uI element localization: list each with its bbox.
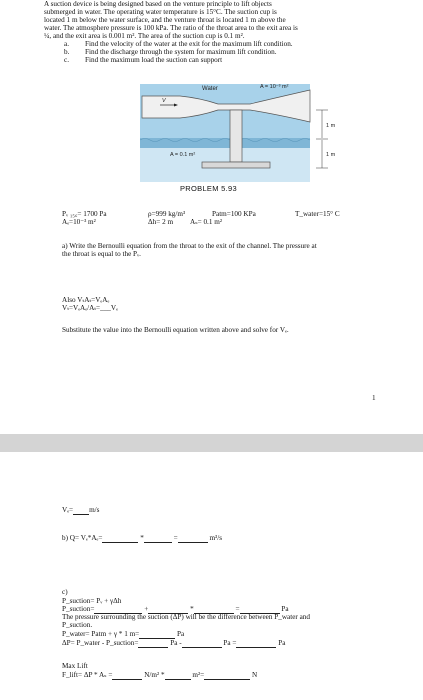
c-line-3b: P_suction.: [62, 621, 93, 629]
c6-blank-3[interactable]: [204, 672, 250, 680]
b-blank-3[interactable]: [178, 535, 208, 543]
c5-unit-1: Pa -: [170, 639, 182, 647]
dim-top-label: 1 m: [326, 123, 336, 129]
page-number: 1: [372, 394, 376, 402]
given-ae: Aₑ=10⁻³ m²: [62, 218, 96, 226]
suction-cup: [202, 162, 270, 168]
c4-unit: Pa: [177, 630, 185, 638]
c2-label: P_suction=: [62, 605, 95, 613]
problem-line-4: water. The atmosphere pressure is 100 kPa. The ratio of the throat area to the exit area is: [44, 24, 298, 32]
item-c-letter: c.: [64, 56, 69, 64]
water-label: Water: [202, 86, 218, 92]
b-answer-row: [62, 534, 222, 543]
venturi-figure: [140, 80, 340, 182]
problem-line-5: ¼, and the exit area is 0.001 m². The area of the suction cup is 0.1 m².: [44, 32, 245, 40]
given-patm: Patm=100 KPa: [212, 210, 256, 218]
c-line-6: [62, 671, 257, 680]
part-a-line-2: the throat is equal to the Pᵥ.: [62, 250, 141, 258]
b-star: *: [140, 534, 144, 542]
problem-line-1: A suction device is being designed based on the venture principle to lift objects: [44, 0, 272, 8]
b-blank-1[interactable]: [102, 535, 138, 543]
ve-answer-row: [62, 506, 99, 515]
page-2: [0, 452, 423, 700]
suction-stem: [230, 110, 242, 162]
max-lift-heading: Max Lift: [62, 662, 88, 670]
water-surface: [140, 138, 310, 148]
b-unit: m³/s: [209, 534, 223, 542]
c5-unit-2: Pa =: [223, 639, 237, 647]
given-twater: T_water=15° C: [295, 210, 340, 218]
c2-plus: +: [144, 605, 149, 613]
item-b-text: Find the discharge through the system for maximum lift condition.: [85, 48, 277, 56]
cup-area-label: A = 0.1 m²: [170, 152, 196, 158]
part-a-line-1: a) Write the Bernoulli equation from the throat to the exit of the channel. The pressure at: [62, 242, 317, 250]
given-dh: Δh= 2 m: [148, 218, 174, 226]
c-line-5: [62, 639, 285, 648]
c6-unit-3: N: [251, 671, 258, 679]
c6-unit-1: N/m² *: [144, 671, 165, 679]
given-pv: Pᵥ ₁₅꜀= 1700 Pa: [62, 210, 107, 218]
c2-eq: =: [235, 605, 240, 613]
c-line-1: P_suction= Pᵥ + γΔh: [62, 597, 122, 605]
b-label: b) Q= Vₑ*Aₑ=: [62, 534, 103, 542]
velocity-label: V: [162, 98, 166, 104]
c6-label: F_lift= ΔP * Aₛ =: [62, 671, 113, 679]
c-label: c): [62, 588, 68, 596]
page-separator: [0, 434, 423, 452]
c5-blank-1[interactable]: [138, 640, 168, 648]
also-line-2: Vₜ=VₑAₑ/Aₜ=___Vₑ: [62, 304, 118, 312]
c-line-3: The pressure surrounding the suction (ΔP) will be the difference between P_water and: [62, 613, 310, 621]
substitute-line: Substitute the value into the Bernoulli equation written above and solve for Vₑ.: [62, 326, 289, 334]
ve-unit: m/s: [89, 506, 100, 514]
ve-label: Vₑ=: [62, 506, 74, 514]
c6-unit-2: m²=: [192, 671, 205, 679]
figure-caption: PROBLEM 5.93: [180, 184, 237, 193]
item-c-text: Find the maximum load the suction can support: [85, 56, 223, 64]
problem-line-2: submerged in water. The operating water temperature is 15°C. The suction cup is: [44, 8, 277, 16]
problem-line-3: located 1 m below the water surface, and the venture throat is located 1 m above the: [44, 16, 286, 24]
b-eq: =: [173, 534, 178, 542]
c5-blank-2[interactable]: [182, 640, 222, 648]
c4-blank[interactable]: [139, 631, 175, 639]
c4-label: P_water= Patm + γ * 1 m=: [62, 630, 140, 638]
c6-blank-1[interactable]: [112, 672, 142, 680]
c2-star: *: [190, 605, 194, 613]
item-a-letter: a.: [64, 40, 69, 48]
c6-blank-2[interactable]: [165, 672, 191, 680]
also-line-1: Also VₜAₜ=VₑAₑ: [62, 296, 110, 304]
given-rho: ρ=999 kg/m³: [148, 210, 186, 218]
dim-bottom-label: 1 m: [326, 152, 336, 158]
item-b-letter: b.: [64, 48, 70, 56]
c-line-4: [62, 630, 184, 639]
given-as: Aₛ= 0.1 m²: [190, 218, 222, 226]
c5-blank-3[interactable]: [236, 640, 276, 648]
c5-unit-3: Pa: [278, 639, 286, 647]
item-a-text: Find the velocity of the water at the exit for the maximum lift condition.: [85, 40, 293, 48]
c5-label: ΔP= P_water - P_suction=: [62, 639, 139, 647]
c2-unit: Pa: [281, 605, 289, 613]
ve-blank[interactable]: [73, 507, 89, 515]
exit-area-label: A = 10⁻³ m²: [260, 84, 289, 90]
b-blank-2[interactable]: [144, 535, 172, 543]
